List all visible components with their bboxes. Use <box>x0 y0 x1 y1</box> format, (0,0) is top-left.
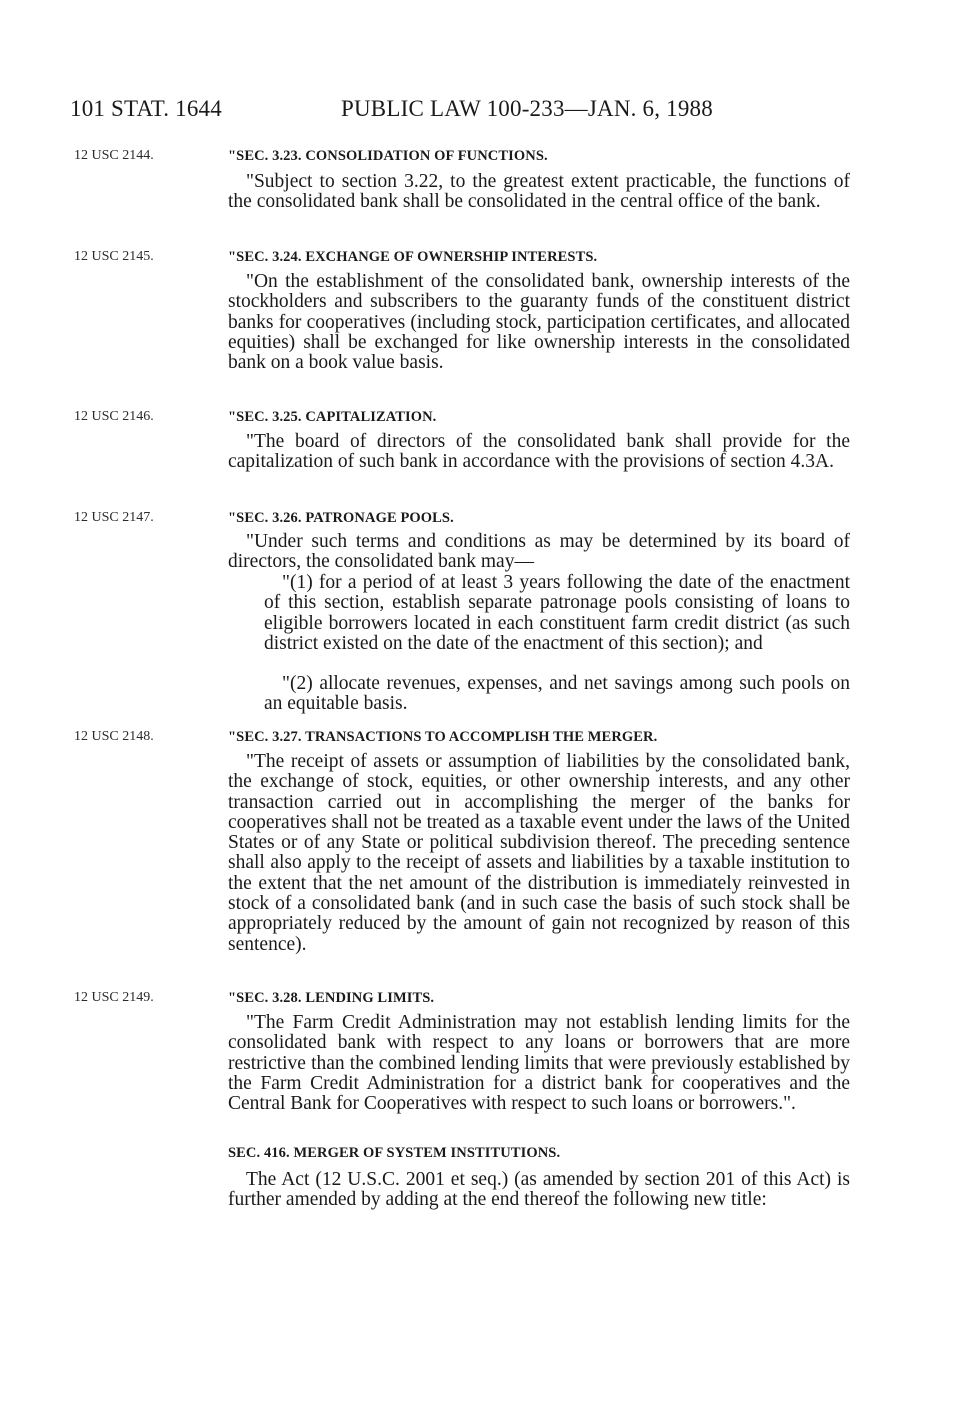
section-text-3-25: "The board of directors of the consolidated bank shall provide for the capitalization of such bank in accordance with the provisions of section 4.3A. <box>228 431 850 473</box>
section-text-416: The Act (12 U.S.C. 2001 et seq.) (as amended by section 201 of this Act) is further amended by adding at the end thereof the following new title: <box>228 1169 850 1211</box>
margin-note-2149: 12 USC 2149. <box>74 990 154 1005</box>
margin-note-2148: 12 USC 2148. <box>74 729 154 744</box>
section-heading-3-23: "SEC. 3.23. CONSOLIDATION OF FUNCTIONS. <box>228 148 548 164</box>
section-heading-416: SEC. 416. MERGER OF SYSTEM INSTITUTIONS. <box>228 1145 561 1161</box>
margin-note-2145: 12 USC 2145. <box>74 249 154 264</box>
section-heading-3-24: "SEC. 3.24. EXCHANGE OF OWNERSHIP INTERESTS. <box>228 249 598 265</box>
page-folio: 101 STAT. 1644 <box>70 96 222 121</box>
margin-note-2147: 12 USC 2147. <box>74 510 154 525</box>
margin-note-2144: 12 USC 2144. <box>74 148 154 163</box>
section-3-26-item-2: "(2) allocate revenues, expenses, and net savings among such pools on an equitable basis. <box>264 673 850 715</box>
section-text-3-28: "The Farm Credit Administration may not establish lending limits for the consolidated bank with respect to any loans or borrowers that are more restrictive than the combined lending limits that were previously established by the Farm Credit Administration for a district bank for cooperatives and the Central Bank for Cooperatives with respect to such loans or borrowers.". <box>228 1012 850 1115</box>
section-text-3-27: "The receipt of assets or assumption of liabilities by the consolidated bank, the exchange of stock, equities, or other ownership interests, and any other transaction carried out in accomplishing the merger of the banks for cooperatives shall not be treated as a taxable event under the laws of the United States or of any State or political subdivision thereof. The preceding sentence shall also apply to the receipt of assets and liabilities by a taxable institution to the extent that the net amount of the distribution is immediately reinvested in stock of a consolidated bank (and in such case the basis of such stock shall be appropriately reduced by the amount of gain not recognized by reason of this sentence). <box>228 751 850 955</box>
section-text-3-26: "Under such terms and conditions as may be determined by its board of directors, the consolidated bank may— <box>228 531 850 573</box>
section-heading-3-27: "SEC. 3.27. TRANSACTIONS TO ACCOMPLISH THE MERGER. <box>228 729 658 745</box>
margin-note-2146: 12 USC 2146. <box>74 409 154 424</box>
section-text-3-24: "On the establishment of the consolidated bank, ownership interests of the stockholders and subscribers to the guaranty funds of the constituent district banks for cooperatives (including stock, participation certificates, and allocated equities) shall be exchanged for like ownership interests in the consolidated bank on a book value basis. <box>228 271 850 374</box>
section-3-26-item-1: "(1) for a period of at least 3 years following the date of the enactment of this section, establish separate patronage pools consisting of loans to eligible borrowers located in each constituent farm credit district (as such district existed on the date of the enactment of this section); and <box>264 572 850 654</box>
section-heading-3-28: "SEC. 3.28. LENDING LIMITS. <box>228 990 435 1006</box>
public-law-title: PUBLIC LAW 100-233—JAN. 6, 1988 <box>341 96 713 121</box>
section-heading-3-26: "SEC. 3.26. PATRONAGE POOLS. <box>228 510 454 526</box>
section-heading-3-25: "SEC. 3.25. CAPITALIZATION. <box>228 409 437 425</box>
section-text-3-23: "Subject to section 3.22, to the greatest extent practicable, the functions of the consolidated bank shall be consolidated in the central office of the bank. <box>228 171 850 213</box>
